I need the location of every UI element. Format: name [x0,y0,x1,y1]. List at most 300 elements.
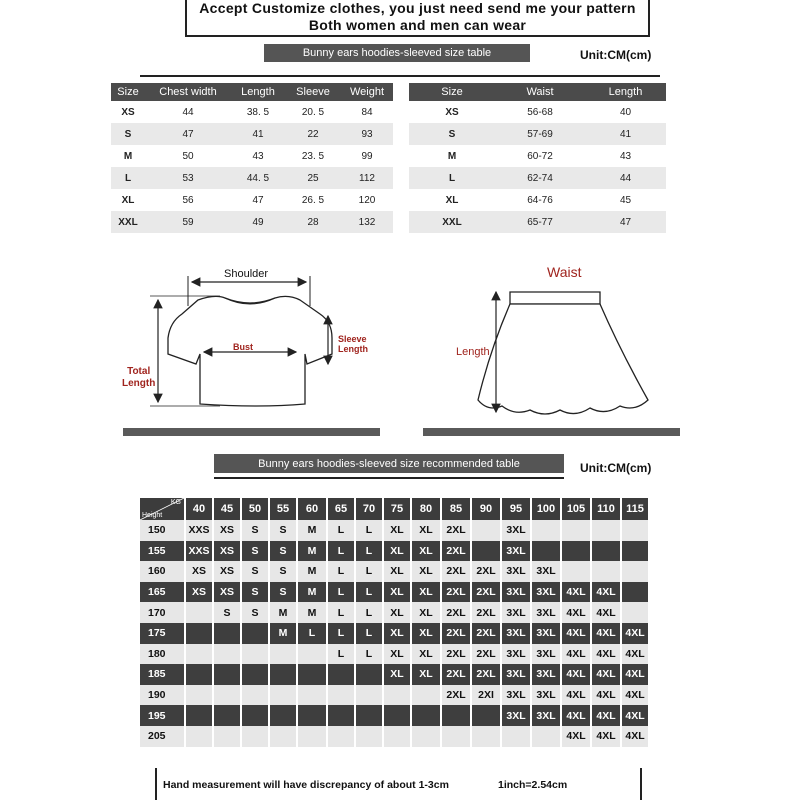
height-cell: 150 [140,520,184,541]
skirt-size-cell: 64-76 [495,189,585,211]
recommend-size-cell: L [328,561,354,582]
recommend-size-cell [186,705,212,726]
recommend-size-cell: 2XL [442,561,470,582]
recommend-size-cell: 4XL [562,644,590,665]
recommend-size-cell [298,726,326,747]
recommend-size-cell [532,726,560,747]
recommend-size-cell [412,726,440,747]
recommend-size-cell [298,705,326,726]
recommend-size-cell: S [242,541,268,562]
recommend-size-cell [298,644,326,665]
recommend-size-cell [242,664,268,685]
top-banner [185,0,650,37]
recommend-size-cell: XS [186,582,212,603]
weight-header-cell: 105 [562,498,590,520]
recommend-size-cell [622,561,648,582]
top-size-cell: 47 [231,189,285,211]
top-size-cell: 43 [231,145,285,167]
recommend-size-cell [622,582,648,603]
skirt-size-cell: 47 [585,211,666,233]
divider [140,75,660,77]
top-size-cell: 25 [285,167,341,189]
recommend-size-cell: XL [412,520,440,541]
recommend-size-cell: 3XL [502,541,530,562]
recommend-size-cell: 3XL [532,602,560,623]
top-size-cell: 44 [145,101,231,123]
height-weight-corner [140,498,184,520]
recommend-size-cell [214,705,240,726]
recommend-size-cell [242,705,268,726]
recommend-size-cell: M [270,602,296,623]
weight-header-cell: 65 [328,498,354,520]
recommend-size-cell [472,541,500,562]
recommend-size-cell: 4XL [592,644,620,665]
recommend-row [140,726,648,747]
recommend-size-cell [472,520,500,541]
top-size-cell: S [111,123,145,145]
recommend-size-cell [214,664,240,685]
recommend-size-cell [356,726,382,747]
recommend-size-cell [186,726,212,747]
recommend-size-cell: L [328,644,354,665]
top-size-cell: 53 [145,167,231,189]
recommend-size-cell: L [356,582,382,603]
recommend-size-cell [214,644,240,665]
recommend-size-cell [622,602,648,623]
top-size-cell: 50 [145,145,231,167]
recommend-size-cell: 3XL [502,685,530,706]
weight-header-cell: 40 [186,498,212,520]
recommend-size-cell: M [298,582,326,603]
recommend-size-cell: S [270,582,296,603]
skirt-size-cell: M [409,145,495,167]
divider [155,768,157,800]
height-cell: 175 [140,623,184,644]
recommend-size-cell [328,664,354,685]
top-size-cell: 49 [231,211,285,233]
skirt-size-row [409,101,666,123]
top-size-header-cell: Sleeve [285,83,341,101]
weight-header-cell: 60 [298,498,326,520]
top-size-header-cell: Chest width [145,83,231,101]
recommend-size-cell: S [270,561,296,582]
recommend-size-cell: 4XL [622,705,648,726]
weight-header-cell: 55 [270,498,296,520]
recommend-row [140,561,648,582]
recommend-size-cell: 2XL [472,602,500,623]
top-size-cell: 38. 5 [231,101,285,123]
recommend-size-cell: 4XL [592,685,620,706]
recommend-size-cell [592,561,620,582]
recommend-size-cell: XS [186,561,212,582]
height-cell: 165 [140,582,184,603]
recommend-size-cell: 3XL [532,705,560,726]
recommend-size-cell: 4XL [562,726,590,747]
recommend-size-cell: XL [384,644,410,665]
recommend-size-cell: 4XL [592,582,620,603]
recommend-row [140,623,648,644]
recommend-size-cell: 4XL [562,664,590,685]
recommend-size-cell: 2XL [442,685,470,706]
recommend-size-cell: L [328,602,354,623]
recommend-size-cell: M [270,623,296,644]
recommend-size-cell: XL [384,561,410,582]
recommend-size-cell [562,541,590,562]
recommend-size-cell: M [298,602,326,623]
skirt-size-cell: 45 [585,189,666,211]
recommend-size-table [138,498,650,747]
skirt-size-cell: L [409,167,495,189]
recommend-size-cell: 3XL [532,644,560,665]
recommend-size-cell [502,726,530,747]
weight-header-cell: 90 [472,498,500,520]
recommend-size-cell: 2XL [472,561,500,582]
recommend-size-cell: XL [412,541,440,562]
recommend-size-cell: 2XL [442,623,470,644]
skirt-size-header-cell: Length [585,83,666,101]
top-size-row [111,211,393,233]
inch-conversion: 1inch=2.54cm [498,779,568,791]
skirt-size-cell: 43 [585,145,666,167]
recommend-size-cell [356,705,382,726]
recommend-size-cell [186,602,212,623]
recommend-size-cell: 3XL [532,685,560,706]
skirt-size-cell: 62-74 [495,167,585,189]
top-size-cell: XL [111,189,145,211]
recommend-size-cell [214,685,240,706]
recommend-size-cell: 2XL [472,664,500,685]
recommend-size-cell: XL [412,582,440,603]
skirt-size-cell: XXL [409,211,495,233]
recommend-size-cell [270,644,296,665]
recommend-size-cell [242,623,268,644]
recommend-size-cell: 4XL [562,582,590,603]
recommend-size-cell [412,705,440,726]
recommend-size-cell [592,541,620,562]
recommend-size-cell: XL [384,541,410,562]
recommend-size-cell [562,561,590,582]
recommend-size-cell: XL [412,623,440,644]
recommend-size-cell [270,685,296,706]
recommend-size-cell: 3XL [502,705,530,726]
kg-label: KG [170,499,181,506]
recommend-size-cell: 3XL [502,561,530,582]
recommend-size-cell: 4XL [592,664,620,685]
recommend-size-cell: 4XL [562,685,590,706]
recommend-size-cell [472,726,500,747]
recommend-size-cell [412,685,440,706]
recommend-size-cell [242,644,268,665]
recommend-size-cell: M [298,520,326,541]
height-cell: 195 [140,705,184,726]
recommend-size-cell: 2XL [442,582,470,603]
recommend-size-cell: 3XL [502,623,530,644]
recommend-size-cell: XXS [186,520,212,541]
recommend-size-cell: 3XL [532,664,560,685]
recommend-size-cell: S [270,541,296,562]
recommend-size-cell: 4XL [562,623,590,644]
recommend-size-cell [242,726,268,747]
top-size-cell: XXL [111,211,145,233]
skirt-size-cell: XS [409,101,495,123]
top-size-cell: L [111,167,145,189]
weight-header-cell: 70 [356,498,382,520]
top-size-cell: 99 [341,145,393,167]
recommend-size-cell: 2XL [442,541,470,562]
recommend-size-cell [384,705,410,726]
recommend-size-cell: 2XL [472,582,500,603]
top-size-header-cell: Weight [341,83,393,101]
recommend-size-cell [442,726,470,747]
recommend-size-cell: L [356,623,382,644]
top-size-cell: 47 [145,123,231,145]
recommend-size-cell: L [356,644,382,665]
recommend-size-cell: S [270,520,296,541]
recommend-size-cell [298,664,326,685]
recommend-size-cell [356,664,382,685]
skirt-size-row [409,123,666,145]
corner-cell [140,498,184,520]
recommend-size-cell [384,685,410,706]
recommend-size-cell [214,623,240,644]
top-size-cell: 59 [145,211,231,233]
sleeve-length-label: Sleeve Length [338,334,368,354]
skirt-size-row [409,211,666,233]
recommend-size-cell: 4XL [562,602,590,623]
recommend-size-cell: 2XL [442,520,470,541]
recommend-size-cell [270,664,296,685]
recommend-size-cell: 2XL [472,644,500,665]
recommend-size-cell: L [356,561,382,582]
recommend-size-cell [592,520,620,541]
recommend-size-cell: XS [214,520,240,541]
recommend-size-cell: XL [412,664,440,685]
height-cell: 155 [140,541,184,562]
recommend-size-cell [622,520,648,541]
recommend-size-cell [442,705,470,726]
skirt-size-cell: S [409,123,495,145]
recommend-size-cell [328,685,354,706]
shoulder-label: Shoulder [224,268,269,280]
top-size-cell: 132 [341,211,393,233]
height-cell: 205 [140,726,184,747]
recommend-size-cell: XS [214,561,240,582]
height-cell: 185 [140,664,184,685]
skirt-size-cell: 44 [585,167,666,189]
height-cell: 170 [140,602,184,623]
recommend-size-cell [270,705,296,726]
recommend-size-cell: 3XL [502,644,530,665]
top-size-header-cell: Size [111,83,145,101]
recommend-size-cell: 4XL [592,726,620,747]
recommend-size-cell: 3XL [532,561,560,582]
recommend-size-cell [242,685,268,706]
recommend-size-cell: S [242,520,268,541]
recommend-size-cell: 3XL [502,602,530,623]
recommend-size-cell: XL [412,561,440,582]
size-table-unit: Unit:CM(cm) [580,48,652,62]
recommend-size-cell: XL [412,602,440,623]
skirt-size-table [409,83,666,233]
recommend-size-cell: L [328,623,354,644]
recommend-size-cell: XS [214,541,240,562]
divider [423,428,680,436]
top-size-cell: 20. 5 [285,101,341,123]
top-size-row [111,123,393,145]
recommend-size-cell [186,664,212,685]
recommend-size-cell: XL [384,602,410,623]
weight-header-cell: 45 [214,498,240,520]
skirt-size-cell: 60-72 [495,145,585,167]
recommend-size-cell: 3XL [502,664,530,685]
recommend-size-cell: 3XL [502,520,530,541]
recommend-size-cell [328,705,354,726]
recommend-size-cell: S [242,561,268,582]
bust-label: Bust [233,342,253,352]
recommend-size-cell [622,541,648,562]
recommend-row [140,705,648,726]
recommend-size-cell: XL [384,520,410,541]
recommend-table-unit: Unit:CM(cm) [580,461,652,475]
top-size-row [111,189,393,211]
recommend-row [140,541,648,562]
recommend-size-cell: M [298,561,326,582]
recommend-size-cell: 4XL [592,705,620,726]
recommend-size-cell [328,726,354,747]
recommend-size-cell: XL [384,623,410,644]
recommend-size-cell: S [242,582,268,603]
top-size-cell: M [111,145,145,167]
recommend-size-cell: S [242,602,268,623]
total-length-label: Total Length [122,366,156,389]
recommend-table-title: Bunny ears hoodies-sleeved size recommended table [214,454,564,473]
weight-header-cell: 110 [592,498,620,520]
skirt-outline [478,304,648,414]
recommend-size-cell: 4XL [622,644,648,665]
top-size-cell: XS [111,101,145,123]
recommend-row [140,685,648,706]
recommend-row [140,664,648,685]
height-label: Height [142,512,163,519]
skirt-size-cell: 40 [585,101,666,123]
skirt-size-header-cell: Size [409,83,495,101]
measurement-note: Hand measurement will have discrepancy of about 1-3cm [163,779,449,791]
skirt-size-cell: 65-77 [495,211,585,233]
size-table-title: Bunny ears hoodies-sleeved size table [264,44,530,62]
recommend-size-cell: L [328,582,354,603]
top-size-cell: 23. 5 [285,145,341,167]
skirt-size-cell: 56-68 [495,101,585,123]
height-cell: 160 [140,561,184,582]
recommend-size-cell [472,705,500,726]
skirt-size-header-cell: Waist [495,83,585,101]
top-size-cell: 93 [341,123,393,145]
recommend-row [140,602,648,623]
weight-header-cell: 80 [412,498,440,520]
divider [640,768,642,800]
banner-line-2: Both women and men can wear [308,17,527,33]
weight-header-cell: 75 [384,498,410,520]
skirt-size-row [409,167,666,189]
recommend-size-cell [186,685,212,706]
recommend-size-cell: 2XL [442,664,470,685]
weight-header-cell: 95 [502,498,530,520]
weight-header-cell: 85 [442,498,470,520]
recommend-size-cell [186,644,212,665]
top-size-cell: 84 [341,101,393,123]
weight-header-cell: 100 [532,498,560,520]
skirt-size-cell: 57-69 [495,123,585,145]
recommend-size-cell: 3XL [532,582,560,603]
recommend-size-cell: L [356,602,382,623]
divider [123,428,380,436]
skirt-size-row [409,189,666,211]
recommend-size-cell: XL [412,644,440,665]
weight-header-cell: 115 [622,498,648,520]
recommend-size-cell: 4XL [622,685,648,706]
recommend-size-cell: 2XL [472,623,500,644]
top-size-cell: 41 [231,123,285,145]
skirt-size-cell: 41 [585,123,666,145]
recommend-size-cell: 4XL [622,726,648,747]
recommend-size-cell: 3XL [532,623,560,644]
recommend-size-cell [214,726,240,747]
height-cell: 190 [140,685,184,706]
recommend-size-cell [384,726,410,747]
top-size-row [111,167,393,189]
recommend-size-cell [270,726,296,747]
top-size-cell: 112 [341,167,393,189]
recommend-size-cell: L [298,623,326,644]
recommend-size-cell: M [298,541,326,562]
top-size-cell: 26. 5 [285,189,341,211]
top-size-cell: 44. 5 [231,167,285,189]
recommend-size-cell: 4XL [622,664,648,685]
top-size-cell: 22 [285,123,341,145]
recommend-size-cell: L [328,520,354,541]
top-size-table [111,83,393,233]
recommend-size-cell [356,685,382,706]
skirt-size-cell: XL [409,189,495,211]
waistband [510,292,600,304]
waist-label: Waist [547,264,582,280]
recommend-size-cell: 4XL [592,602,620,623]
top-size-row [111,145,393,167]
recommend-size-cell: L [328,541,354,562]
recommend-row [140,582,648,603]
skirt-length-label: Length [456,346,490,358]
recommend-size-cell: XL [384,582,410,603]
recommend-size-cell: XXS [186,541,212,562]
recommend-size-cell [298,685,326,706]
height-cell: 180 [140,644,184,665]
recommend-size-cell [186,623,212,644]
banner-line-1: Accept Customize clothes, you just need send me your pattern [199,0,636,16]
recommend-size-cell: 2XI [472,685,500,706]
recommend-size-cell: XS [214,582,240,603]
recommend-size-cell: 2XL [442,602,470,623]
recommend-size-cell: 4XL [562,705,590,726]
top-size-header-cell: Length [231,83,285,101]
recommend-size-cell: S [214,602,240,623]
recommend-size-cell: 4XL [622,623,648,644]
top-size-cell: 56 [145,189,231,211]
recommend-size-cell: 2XL [442,644,470,665]
recommend-row [140,644,648,665]
weight-header-cell: 50 [242,498,268,520]
recommend-size-cell: 4XL [592,623,620,644]
recommend-size-cell [532,520,560,541]
